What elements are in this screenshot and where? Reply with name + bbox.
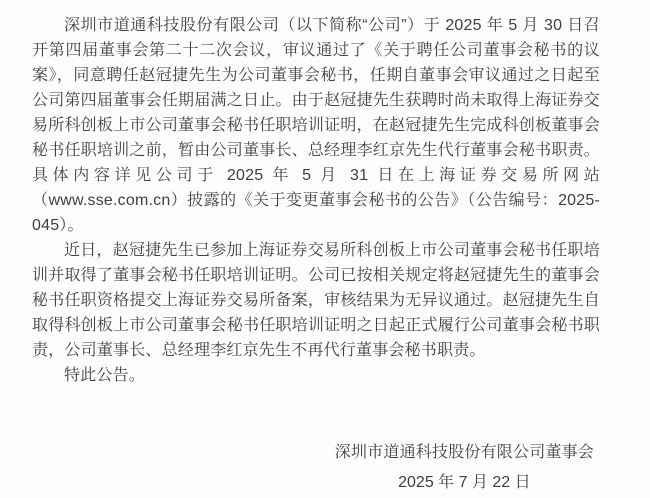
closing-statement: 特此公告。: [64, 367, 146, 384]
paragraph-training-completion: 近日，赵冠捷先生已参加上海证券交易所科创板上市公司董事会秘书任职培训并取得了董事会秘书任职培训证明。公司已按相关规定将赵冠捷先生的董事会秘书任职资格提交上海证券交易所备案，审核结果为无异议通过。赵冠捷先生自取得科创板上市公司董事会秘书任职培训证明之日起正式履行公司董事会秘书职责，公司董事长、总经理李红京先生不再代行董事会秘书职责。: [32, 242, 600, 359]
paragraph-appointment-details: 深圳市道通科技股份有限公司（以下简称“公司”）于 2025 年 5 月 30 日召开第四届董事会第二十二次会议，审议通过了《关于聘任公司董事会秘书的议案》，同意聘任赵冠捷先生为公司董事会秘书，任期自董事会审议通过之日起至公司第四届董事会任期届满之日止。由于赵冠捷先生获聘时尚未取得上海证券交易所科创板上市公司董事会秘书任职培训证明，在赵冠捷先生完成科创板董事会秘书任职培训之前，暂由公司董事长、总经理李红京先生代行董事会秘书职责。具体内容详见公司于 2025 年 5 月 31 日在上海证券交易所网站（www.sse.com.cn）披露的《关于变更董事会秘书的公告》（公告编号：2025-045）。: [32, 17, 600, 234]
signature-date: 2025 年 7 月 22 日: [398, 474, 531, 491]
signature-block: [335, 440, 594, 495]
signature-company-name: 深圳市道通科技股份有限公司董事会: [334, 444, 594, 461]
